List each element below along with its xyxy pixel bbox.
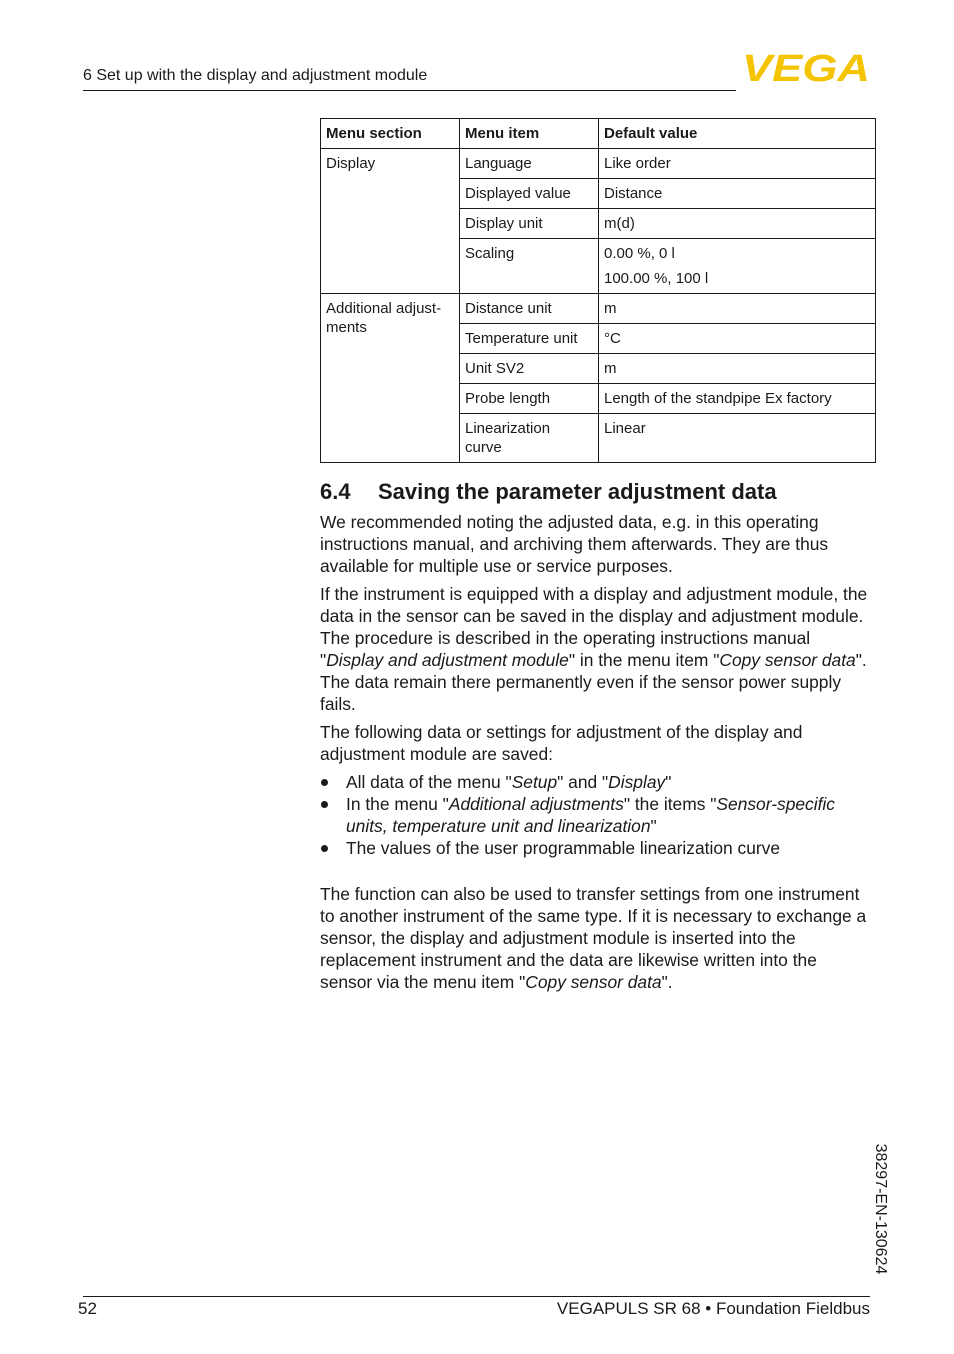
paragraph: The following data or settings for adjustment of the display and adjustment module are saved: xyxy=(320,722,803,764)
section-cell-additional xyxy=(321,294,460,463)
list-item: The values of the user programmable linearization curve xyxy=(320,837,870,859)
item-cell: Temperature unit xyxy=(460,324,599,354)
bullet-icon xyxy=(321,779,328,786)
section-title: Saving the parameter adjustment data xyxy=(378,479,777,504)
item-line: curve xyxy=(465,439,502,456)
page-number: 52 xyxy=(78,1299,97,1318)
paragraph: The function can also be used to transfer settings from one instrument to another instrument of the same type. If it is necessary to exchange a sensor, the display and adjustment module is inserted into the replacement instrument and the data are likewise written into the sensor via the menu item "Copy sensor data". xyxy=(320,884,867,992)
item-cell: Display unit xyxy=(460,209,599,239)
item-line: Linearization xyxy=(465,420,551,437)
bullet-icon xyxy=(321,845,328,852)
footer-divider xyxy=(83,1296,870,1297)
header-menu-item: Menu item xyxy=(460,119,599,149)
item-cell xyxy=(460,414,599,463)
default-values-table xyxy=(320,118,876,463)
section-heading xyxy=(320,479,870,505)
item-cell: Scaling xyxy=(460,239,599,294)
value-cell: °C xyxy=(599,324,876,354)
section-6-4 xyxy=(320,479,870,999)
document-code: 38297-EN-130624 xyxy=(872,1143,889,1275)
table-row xyxy=(321,294,876,324)
item-cell: Unit SV2 xyxy=(460,354,599,384)
table-header-row xyxy=(321,119,876,149)
header-menu-section: Menu section xyxy=(321,119,460,149)
value-cell: m xyxy=(599,294,876,324)
saved-items-list xyxy=(320,771,870,859)
section-line: Additional adjust- xyxy=(326,300,442,317)
logo-text: VEGA xyxy=(742,52,870,84)
value-cell: Like order xyxy=(599,149,876,179)
value-line: 0.00 %, 0 l xyxy=(604,245,675,262)
table-row xyxy=(321,149,876,179)
header-divider xyxy=(83,90,736,91)
value-cell: m(d) xyxy=(599,209,876,239)
value-cell xyxy=(599,239,876,294)
header-default-value: Default value xyxy=(599,119,876,149)
paragraph: If the instrument is equipped with a display and adjustment module, the data in the sensor can be saved in the display and adjustment module. The procedure is described in the operating instructions manual "Display and adjustment module" in the menu item "Copy sensor data". The data remain there permanently even if the sensor power supply fails. xyxy=(320,584,868,714)
list-item: In the menu "Additional adjustments" the items "Sensor-specific units, temperature unit and linearization" xyxy=(320,793,870,837)
item-cell: Language xyxy=(460,149,599,179)
item-cell: Probe length xyxy=(460,384,599,414)
footer-product-title: VEGAPULS SR 68 • Foundation Fieldbus xyxy=(556,1299,870,1318)
item-cell: Displayed value xyxy=(460,179,599,209)
section-line: ments xyxy=(326,319,367,336)
paragraph: We recommended noting the adjusted data, e.g. in this operating instructions manual, and archiving them afterwards. They are thus available for multiple use or service purposes. xyxy=(320,512,829,576)
value-cell: m xyxy=(599,354,876,384)
value-cell: Length of the standpipe Ex factory xyxy=(599,384,876,414)
item-cell: Distance unit xyxy=(460,294,599,324)
section-number: 6.4 xyxy=(320,479,351,504)
bullet-icon xyxy=(321,801,328,808)
running-header: 6 Set up with the display and adjustment module xyxy=(83,67,428,84)
list-item: All data of the menu "Setup" and "Display" xyxy=(320,771,870,793)
vega-logo xyxy=(742,52,872,84)
section-cell-display: Display xyxy=(321,149,460,294)
value-cell: Distance xyxy=(599,179,876,209)
value-cell: Linear xyxy=(599,414,876,463)
value-line: 100.00 %, 100 l xyxy=(604,270,709,287)
